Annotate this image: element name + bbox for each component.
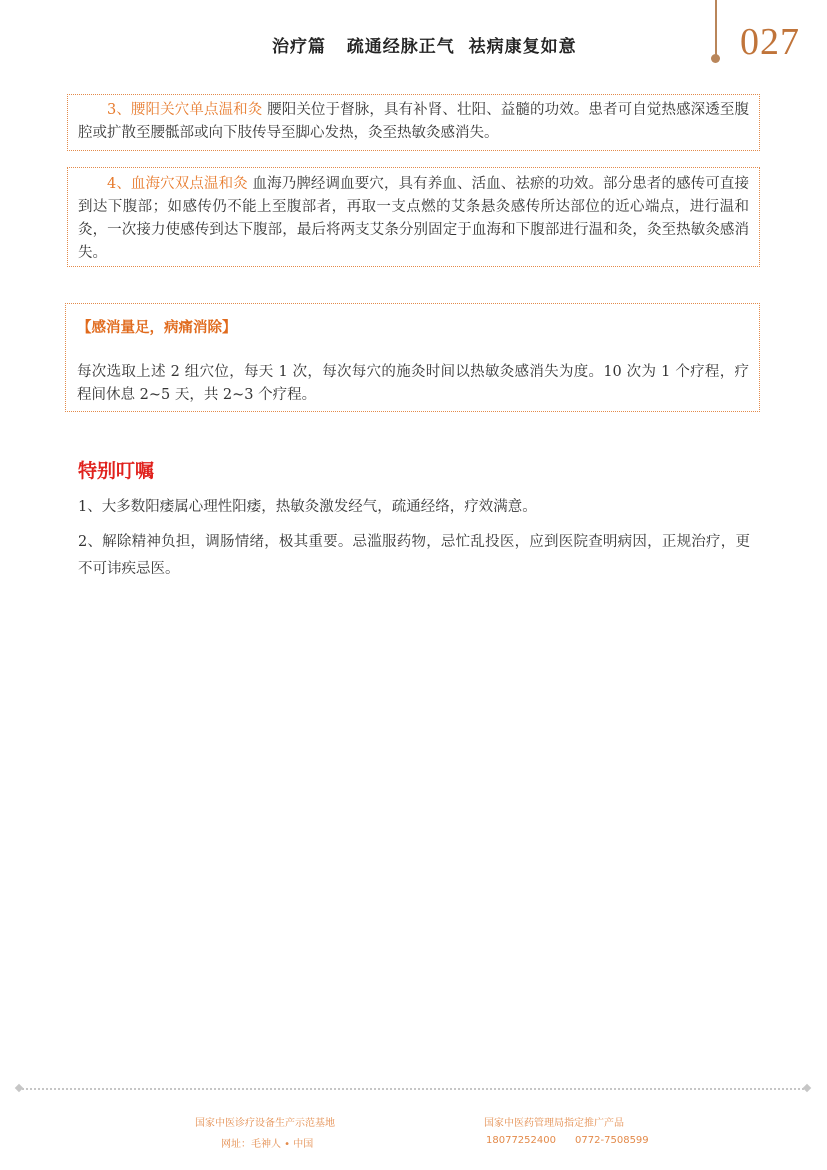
footer-right-line1: 国家中医药管理局指定推广产品 <box>484 1118 624 1129</box>
chapter-title: 治疗篇 疏通经脉正气 祛病康复如意 <box>272 37 577 57</box>
section-item4-heading: 4、血海穴双点温和灸 <box>107 176 248 192</box>
special-notes-list <box>78 494 750 591</box>
section-item4-text: 血海乃脾经调血要穴，具有养血、活血、祛瘀的功效。部分患者的感传可直接到达下腹部；如感传仍不能上至腹部者，再取一支点燃的艾条悬灸感传所达部位的近心端点，进行温和灸，一次接力使感传到达下腹部，最后将两支艾条分别固定于血海和下腹部进行温和灸，灸至热敏灸感消失。 <box>78 176 750 261</box>
special-note-item: 1、大多数阳痿属心理性阳痿，热敏灸激发经气，疏通经络，疗效满意。 <box>78 499 537 515</box>
dose-box <box>65 303 760 412</box>
section-item3-text: 腰阳关位于督脉，具有补肾、壮阳、益髓的功效。患者可自觉热感深透至腹腔或扩散至腰骶部或向下肢传导至脚心发热，灸至热敏灸感消失。 <box>78 102 749 141</box>
special-notes-title: 特别叮嘱 <box>78 460 155 482</box>
section-item4-box <box>67 167 760 267</box>
header-decor-line <box>715 0 717 58</box>
section-item4-paragraph <box>78 173 749 265</box>
dose-title: 【感消量足，病痛消除】 <box>77 320 237 336</box>
dose-text: 每次选取上述 2 组穴位，每天 1 次，每次每穴的施灸时间以热敏灸感消失为度。10 次为 1 个疗程，疗程间休息 2~5 天，共 2~3 个疗程。 <box>77 364 749 403</box>
header-decor-dot <box>711 54 720 63</box>
section-item3-heading: 3、腰阳关穴单点温和灸 <box>107 102 263 118</box>
section-item3-paragraph <box>78 99 749 145</box>
page-number: 027 <box>740 21 800 63</box>
special-note-item: 2、解除精神负担，调肠情绪，极其重要。忌滥服药物，忌忙乱投医，应到医院查明病因，正规治疗，更不可讳疾忌医。 <box>78 534 750 577</box>
footer-left-line2: 网址：毛神人 • 中国 <box>221 1139 314 1150</box>
footer-right-line2: 18077252400 0772-7508599 <box>486 1135 649 1146</box>
footer-left-line1: 国家中医诊疗设备生产示范基地 <box>195 1118 335 1129</box>
footer-right-diamond <box>803 1084 811 1092</box>
section-item3-box <box>67 94 760 151</box>
footer-divider <box>18 1088 808 1090</box>
